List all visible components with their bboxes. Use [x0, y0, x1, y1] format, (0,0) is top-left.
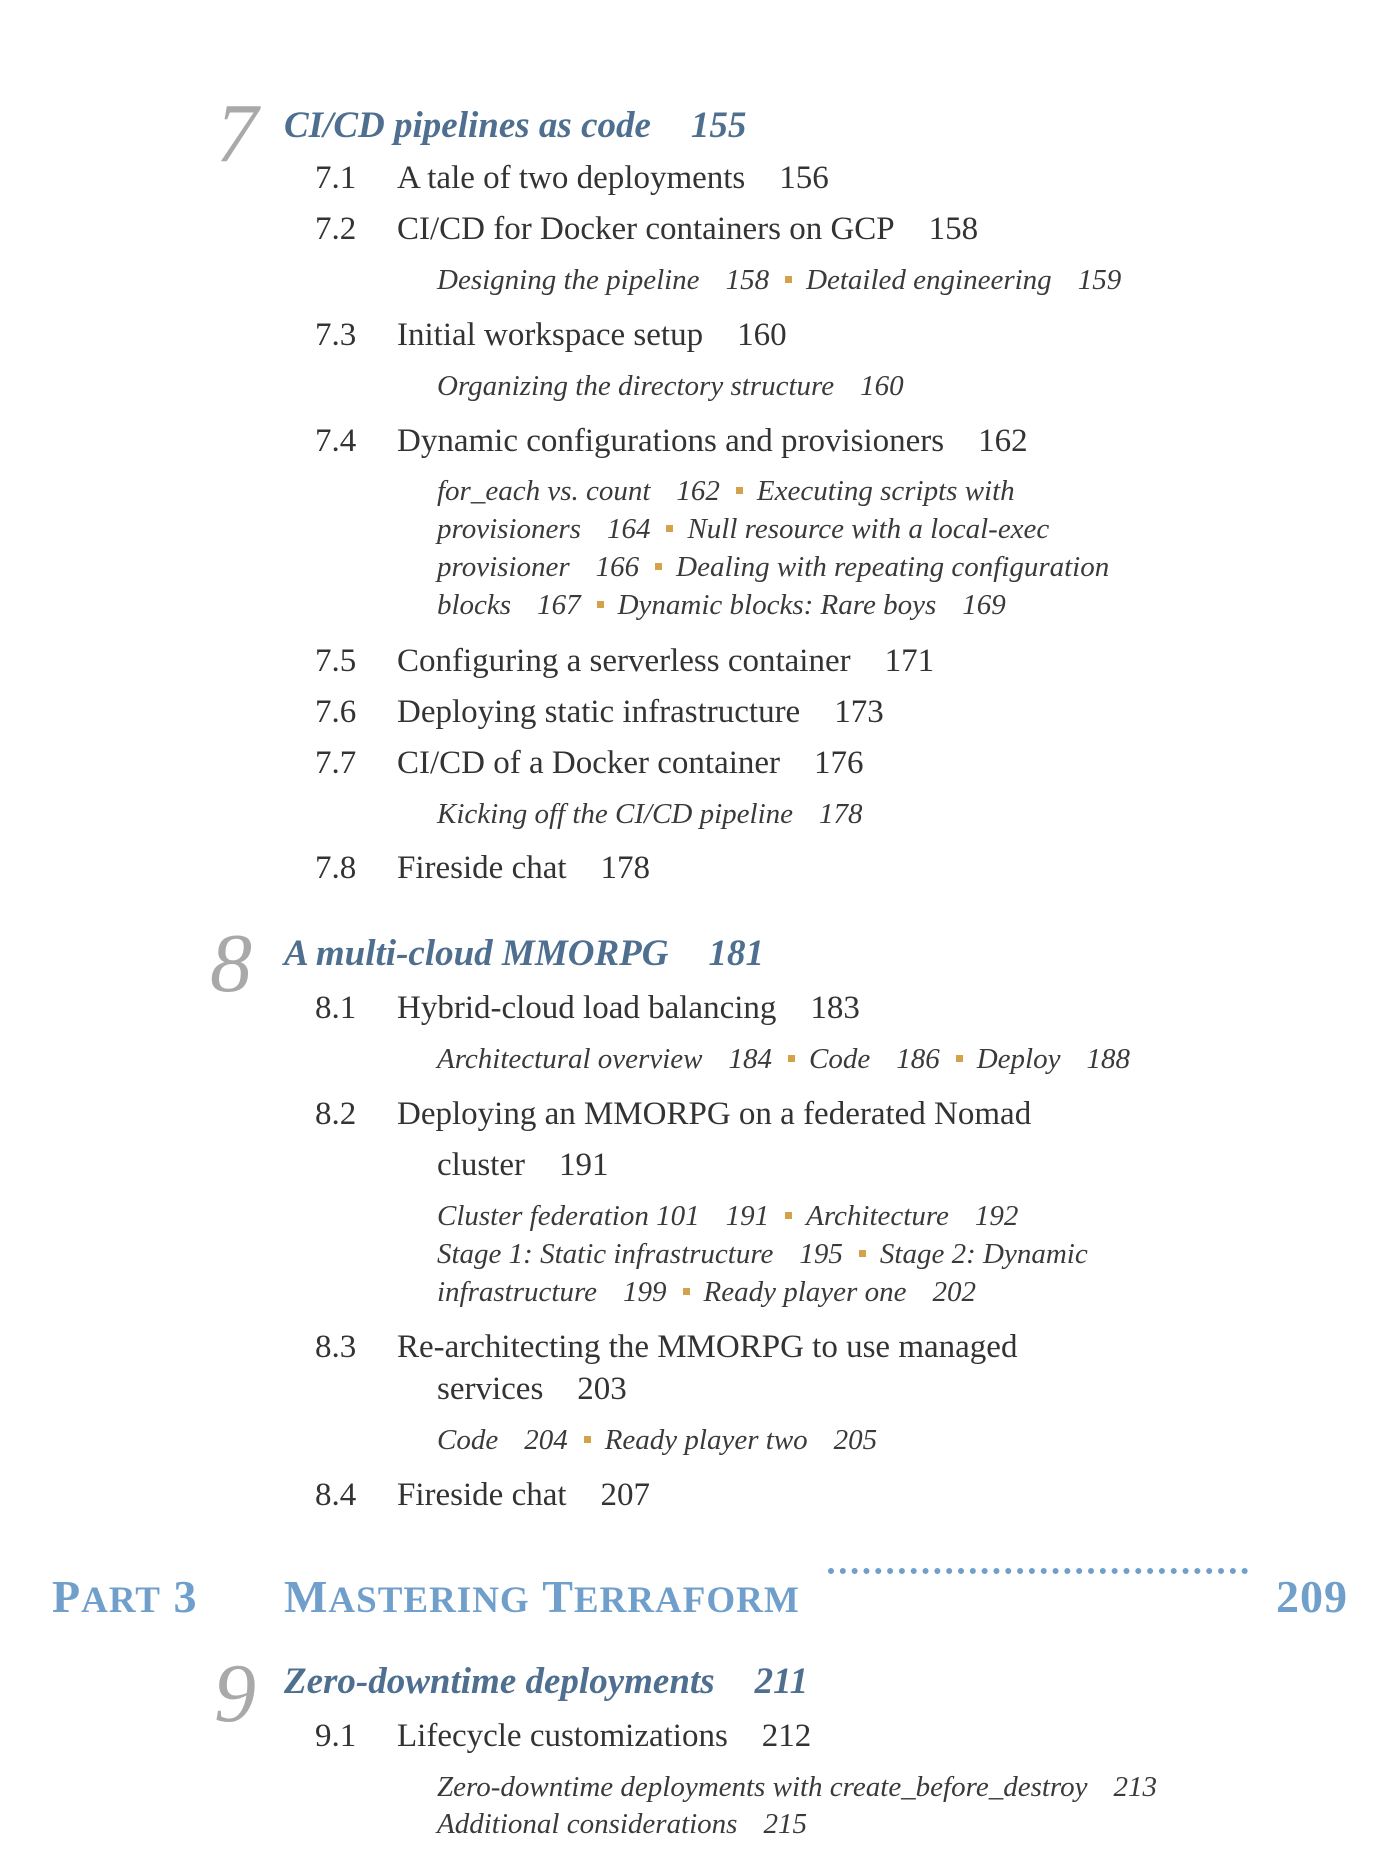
section-number: 7.3 — [315, 317, 357, 353]
section-title: Initial workspace setup — [397, 317, 704, 353]
chapter-page: 211 — [754, 1661, 809, 1702]
section-title: Fireside chat — [397, 850, 567, 886]
chapter-number: 8 — [210, 917, 252, 1010]
part-label-rest: ART — [81, 1580, 161, 1621]
bullet-separator — [785, 1212, 792, 1219]
subsection-title[interactable]: Kicking off the CI/CD pipeline — [437, 798, 794, 830]
section-number: 8.2 — [315, 1096, 357, 1132]
subsection-page: 191 — [725, 1200, 770, 1232]
subsection-line — [437, 370, 904, 403]
subsection-page: 169 — [962, 589, 1006, 621]
bullet-separator — [736, 487, 743, 494]
subsection-title[interactable]: infrastructure — [437, 1276, 598, 1308]
section-number: 8.4 — [315, 1477, 357, 1513]
section-title: CI/CD for Docker containers on GCP — [397, 211, 895, 247]
subsection-page: 204 — [524, 1424, 568, 1456]
subsection-title[interactable]: Organizing the directory structure — [437, 370, 835, 402]
part-label-initial: P — [52, 1571, 82, 1622]
section-page: 191 — [558, 1147, 609, 1183]
leader-dots — [828, 1568, 1248, 1574]
section-page: 171 — [884, 643, 935, 679]
chapter-page: 181 — [708, 933, 764, 974]
subsection-page: 202 — [932, 1276, 976, 1308]
subsection-line — [437, 1808, 807, 1841]
subsection-title[interactable]: provisioner — [437, 551, 570, 583]
subsection-page: 178 — [819, 798, 863, 830]
bullet-separator — [956, 1055, 963, 1062]
chapter-title-text: A multi-cloud MMORPG — [284, 933, 669, 974]
subsection-title[interactable]: Ready player two — [604, 1424, 808, 1456]
chapter-title-text: CI/CD pipelines as code — [284, 105, 651, 146]
section-number: 8.1 — [315, 990, 357, 1026]
section-page: 207 — [600, 1477, 651, 1513]
section-page: 173 — [834, 694, 884, 730]
part-page: 209 — [1276, 1571, 1348, 1622]
subsection-page: 199 — [623, 1276, 667, 1308]
chapter-number: 7 — [216, 87, 258, 180]
subsection-page: 213 — [1113, 1771, 1157, 1803]
subsection-title[interactable]: Code — [808, 1043, 871, 1075]
subsection-line — [437, 264, 1121, 297]
section-page: 183 — [810, 990, 860, 1026]
subsection-page: 159 — [1077, 264, 1122, 296]
subsection-line — [437, 1276, 976, 1309]
subsection-line — [437, 589, 1006, 622]
subsection-line — [437, 1200, 1018, 1233]
subsection-title[interactable]: Architectural overview — [437, 1043, 703, 1075]
subsection-title[interactable]: Dynamic blocks: Rare boys — [617, 589, 937, 621]
chapter-title[interactable] — [284, 932, 764, 975]
subsection-title[interactable]: Stage 2: Dynamic — [879, 1238, 1088, 1270]
subsection-title[interactable]: blocks — [437, 589, 512, 621]
section-number: 9.1 — [315, 1718, 357, 1754]
subsection-page: 192 — [974, 1200, 1019, 1232]
subsection-line — [437, 798, 863, 831]
subsection-title[interactable]: Zero-downtime deployments with create_before_destroy — [437, 1771, 1088, 1803]
part-title-initial: M — [284, 1571, 329, 1622]
subsection-page: 186 — [896, 1043, 940, 1075]
subsection-line — [437, 1771, 1157, 1804]
chapter-page: 155 — [690, 105, 747, 146]
subsection-title[interactable]: Ready player one — [703, 1276, 907, 1308]
subsection-line — [437, 513, 1049, 546]
section-title: Hybrid-cloud load balancing — [397, 990, 777, 1026]
section-page: 212 — [761, 1718, 812, 1754]
subsection-page: 166 — [595, 551, 640, 583]
part-title[interactable] — [284, 1570, 800, 1623]
subsection-page: 164 — [606, 513, 651, 545]
subsection-title[interactable]: Designing the pipeline — [437, 264, 700, 296]
section-page: 203 — [577, 1371, 627, 1407]
section-title: A tale of two deployments — [397, 160, 746, 196]
section-number: 7.7 — [315, 745, 357, 781]
bullet-separator — [655, 563, 662, 570]
subsection-page: 188 — [1086, 1043, 1130, 1075]
section-number: 7.4 — [315, 423, 357, 459]
subsection-page: 215 — [763, 1808, 807, 1840]
section-page: 162 — [978, 423, 1028, 459]
part-number: 3 — [173, 1571, 198, 1622]
subsection-title[interactable]: Stage 1: Static infrastructure — [437, 1238, 774, 1270]
subsection-title[interactable]: Architecture — [806, 1200, 949, 1232]
subsection-line — [437, 551, 1109, 584]
part-title-initial: T — [542, 1571, 574, 1622]
section-title: services — [437, 1371, 544, 1407]
section-number: 7.5 — [315, 643, 357, 679]
subsection-page: 184 — [728, 1043, 772, 1075]
subsection-line — [437, 1424, 877, 1457]
chapter-title-text: Zero-downtime deployments — [284, 1661, 715, 1702]
section-title: cluster — [437, 1147, 525, 1183]
section-page: 156 — [779, 160, 829, 196]
section-page: 176 — [814, 745, 864, 781]
section-title: CI/CD of a Docker container — [397, 745, 781, 781]
chapter-number: 9 — [214, 1647, 256, 1740]
chapter-title[interactable] — [284, 104, 746, 147]
subsection-page: 167 — [537, 589, 581, 621]
bullet-separator — [785, 276, 792, 283]
subsection-title[interactable]: Cluster federation 101 — [437, 1200, 700, 1232]
subsection-title[interactable]: Detailed engineering — [806, 264, 1052, 296]
bullet-separator — [597, 601, 604, 608]
bullet-separator — [683, 1288, 690, 1295]
bullet-separator — [584, 1436, 591, 1443]
subsection-title[interactable]: Dealing with repeating configuration — [676, 551, 1110, 583]
subsection-title[interactable]: provisioners — [437, 513, 581, 545]
bullet-separator — [859, 1250, 866, 1257]
subsection-line — [437, 1043, 1130, 1076]
section-number: 8.3 — [315, 1329, 357, 1365]
section-page: 158 — [928, 211, 979, 247]
part-title-rest: ERRAFORM — [573, 1580, 800, 1621]
subsection-line — [437, 475, 1015, 508]
bullet-separator — [666, 525, 673, 532]
subsection-page: 160 — [860, 370, 904, 402]
section-title: Configuring a serverless container — [397, 643, 851, 679]
subsection-title[interactable]: Executing scripts with — [756, 475, 1015, 507]
section-number: 7.2 — [315, 211, 357, 247]
subsection-page: 158 — [725, 264, 770, 296]
part-label — [52, 1570, 197, 1623]
subsection-title[interactable]: Deploy — [976, 1043, 1061, 1075]
subsection-title[interactable]: Additional considerations — [437, 1808, 738, 1840]
section-number: 7.1 — [315, 160, 357, 196]
subsection-title[interactable]: Code — [437, 1424, 499, 1456]
section-number: 7.6 — [315, 694, 357, 730]
section-title: Re-architecting the MMORPG to use managed — [397, 1329, 1018, 1365]
bullet-separator — [788, 1055, 795, 1062]
section-title: Fireside chat — [397, 1477, 567, 1513]
subsection-page: 205 — [833, 1424, 878, 1456]
subsection-page: 162 — [676, 475, 720, 507]
chapter-title[interactable] — [284, 1660, 808, 1703]
section-title: Dynamic configurations and provisioners — [397, 423, 945, 459]
subsection-line — [437, 1238, 1088, 1271]
section-number: 7.8 — [315, 850, 357, 886]
section-page: 160 — [737, 317, 787, 353]
part-title-rest: ASTERING — [328, 1580, 530, 1621]
section-page: 178 — [600, 850, 651, 886]
subsection-page: 195 — [799, 1238, 843, 1270]
section-title: Deploying static infrastructure — [397, 694, 801, 730]
subsection-title[interactable]: Null resource with a local-exec — [687, 513, 1050, 545]
subsection-title[interactable]: for_each vs. count — [437, 475, 651, 507]
section-title: Lifecycle customizations — [397, 1718, 728, 1754]
section-title: Deploying an MMORPG on a federated Nomad — [397, 1096, 1032, 1132]
